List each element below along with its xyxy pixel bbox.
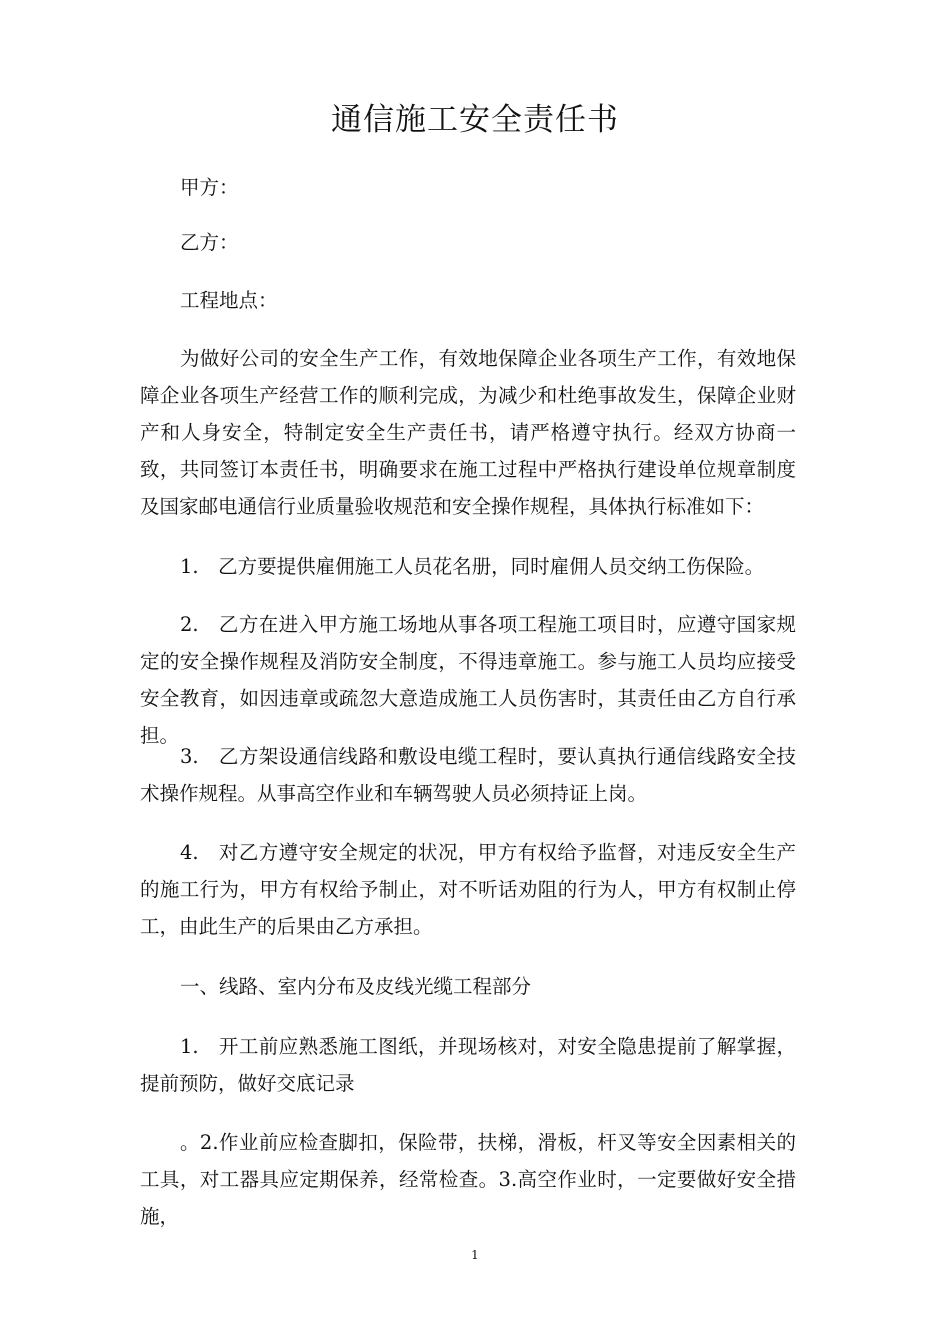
section-clause-1: 1. 开工前应熟悉施工图纸，并现场核对，对安全隐患提前了解掌握，提前预防，做好交底记录 xyxy=(140,1035,796,1095)
document-title: 通信施工安全责任书 xyxy=(331,102,619,138)
clause-3: 3. 乙方架设通信线路和敷设电缆工程时，要认真执行通信线路安全技术操作规程。从事高空作业和车辆驾驶人员必须持证上岗。 xyxy=(140,745,796,805)
clause-2: 2. 乙方在进入甲方施工场地从事各项工程施工项目时，应遵守国家规定的安全操作规程及消防安全制度，不得违章施工。参与施工人员均应接受安全教育，如因违章或疏忽大意造成施工人员伤害时，其责任由乙方自行承担。 xyxy=(140,613,796,747)
clause-4: 4. 对乙方遵守安全规定的状况，甲方有权给予监督，对违反安全生产的施工行为，甲方有权给予制止，对不听话劝阻的行为人，甲方有权制止停工，由此生产的后果由乙方承担。 xyxy=(140,841,796,938)
clause-1: 1. 乙方要提供雇佣施工人员花名册，同时雇佣人员交纳工伤保险。 xyxy=(180,555,765,578)
party-a-line: 甲方： xyxy=(180,176,239,199)
page-number: 1 xyxy=(471,1248,479,1262)
party-b-line: 乙方： xyxy=(180,231,239,254)
intro-paragraph: 为做好公司的安全生产工作，有效地保障企业各项生产工作，有效地保障企业各项生产经营工作的顺利完成，为减少和杜绝事故发生，保障企业财产和人身安全，特制定安全生产责任书，请严格遵守执行。经双方协商一致，共同签订本责任书，明确要求在施工过程中严格执行建设单位规章制度及国家邮电通信行业质量验收规范和安全操作规程，具体执行标准如下： xyxy=(140,347,796,518)
section-clause-2: 。2.作业前应检查脚扣，保险带，扶梯，滑板，杆叉等安全因素相关的工具，对工器具应定期保养，经常检查。3.高空作业时，一定要做好安全措施， xyxy=(140,1131,796,1228)
section-heading: 一、线路、室内分布及皮线光缆工程部分 xyxy=(180,975,532,998)
location-line: 工程地点： xyxy=(180,289,278,312)
